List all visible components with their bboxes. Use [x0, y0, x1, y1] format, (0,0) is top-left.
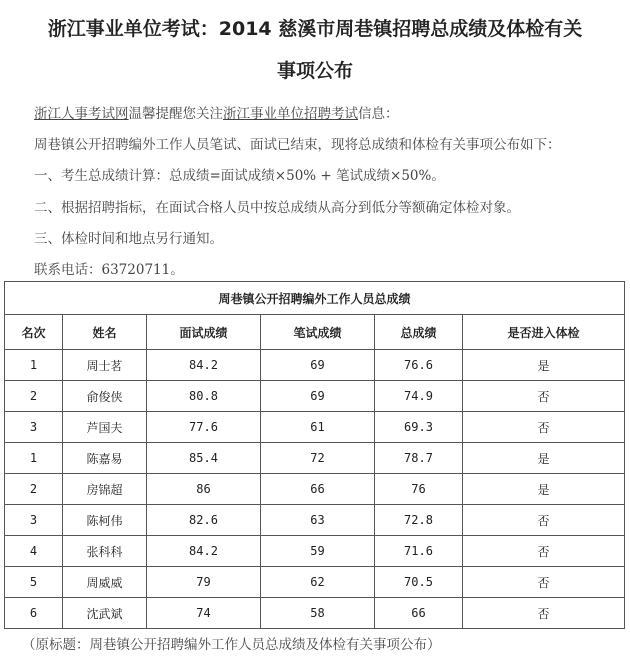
written-score-cell: 59	[261, 536, 375, 567]
rank-cell: 2	[5, 381, 63, 412]
written-score-cell: 63	[261, 505, 375, 536]
rank-cell: 1	[5, 443, 63, 474]
name-cell: 张科科	[63, 536, 147, 567]
name-cell: 房锦超	[63, 474, 147, 505]
rank-cell: 2	[5, 474, 63, 505]
total-score-cell: 76	[375, 474, 463, 505]
header-written-score: 笔试成绩	[261, 315, 375, 350]
header-name: 姓名	[63, 315, 147, 350]
rank-cell: 3	[5, 505, 63, 536]
table-caption-row	[5, 282, 625, 315]
medical-exam-cell: 是	[463, 443, 625, 474]
total-score-cell: 72.8	[375, 505, 463, 536]
written-score-cell: 72	[261, 443, 375, 474]
rank-cell: 4	[5, 536, 63, 567]
name-cell: 周威威	[63, 567, 147, 598]
name-cell: 俞俊侠	[63, 381, 147, 412]
written-score-cell: 69	[261, 350, 375, 381]
rank-cell: 5	[5, 567, 63, 598]
written-score-cell: 61	[261, 412, 375, 443]
written-score-cell: 69	[261, 381, 375, 412]
notice-end-text: 信息：	[358, 106, 399, 122]
name-cell: 周士茗	[63, 350, 147, 381]
name-cell: 沈武斌	[63, 598, 147, 629]
medical-exam-cell: 否	[463, 536, 625, 567]
table-row	[5, 536, 625, 567]
interview-score-cell: 86	[147, 474, 261, 505]
name-cell: 陈嘉易	[63, 443, 147, 474]
page-title-line-1: 浙江事业单位考试：2014 慈溪市周巷镇招聘总成绩及体检有关	[47, 18, 583, 40]
page-title	[0, 8, 630, 92]
exam-site-link[interactable]: 浙江人事考试网	[34, 106, 129, 122]
interview-score-cell: 85.4	[147, 443, 261, 474]
interview-score-cell: 79	[147, 567, 261, 598]
total-score-cell: 70.5	[375, 567, 463, 598]
interview-score-cell: 80.8	[147, 381, 261, 412]
contact-paragraph: 联系电话：63720711。	[34, 262, 184, 278]
header-medical-exam: 是否进入体检	[463, 315, 625, 350]
rule-1-paragraph: 一、考生总成绩计算：总成绩=面试成绩×50% + 笔试成绩×50%。	[34, 168, 445, 184]
medical-exam-cell: 是	[463, 350, 625, 381]
total-score-cell: 74.9	[375, 381, 463, 412]
interview-score-cell: 77.6	[147, 412, 261, 443]
medical-exam-cell: 否	[463, 505, 625, 536]
total-score-cell: 66	[375, 598, 463, 629]
notice-line	[12, 104, 624, 124]
medical-exam-cell: 是	[463, 474, 625, 505]
name-cell: 陈柯伟	[63, 505, 147, 536]
rank-cell: 6	[5, 598, 63, 629]
header-total-score: 总成绩	[375, 315, 463, 350]
medical-exam-cell: 否	[463, 381, 625, 412]
medical-exam-cell: 否	[463, 567, 625, 598]
written-score-cell: 62	[261, 567, 375, 598]
interview-score-cell: 84.2	[147, 536, 261, 567]
written-score-cell: 66	[261, 474, 375, 505]
table-caption: 周巷镇公开招聘编外工作人员总成绩	[5, 282, 625, 315]
recruit-exam-link[interactable]: 浙江事业单位招聘考试	[223, 106, 358, 122]
total-score-cell: 76.6	[375, 350, 463, 381]
table-row	[5, 381, 625, 412]
table-row	[5, 443, 625, 474]
written-score-cell: 58	[261, 598, 375, 629]
medical-exam-cell: 否	[463, 412, 625, 443]
interview-score-cell: 82.6	[147, 505, 261, 536]
original-title-note: （原标题：周巷镇公开招聘编外工作人员总成绩及体检有关事项公布）	[22, 637, 441, 653]
score-table	[4, 281, 625, 629]
total-score-cell: 71.6	[375, 536, 463, 567]
table-row	[5, 598, 625, 629]
rule-3-paragraph: 三、体检时间和地点另行通知。	[34, 231, 223, 247]
total-score-cell: 78.7	[375, 443, 463, 474]
rank-cell: 3	[5, 412, 63, 443]
total-score-cell: 69.3	[375, 412, 463, 443]
interview-score-cell: 84.2	[147, 350, 261, 381]
header-rank: 名次	[5, 315, 63, 350]
medical-exam-cell: 否	[463, 598, 625, 629]
table-row	[5, 567, 625, 598]
table-header-row	[5, 315, 625, 350]
table-row	[5, 474, 625, 505]
page-title-line-2: 事项公布	[276, 60, 353, 82]
rule-2-paragraph: 二、根据招聘指标，在面试合格人员中按总成绩从高分到低分等额确定体检对象。	[34, 200, 520, 216]
intro-paragraph: 周巷镇公开招聘编外工作人员笔试、面试已结束，现将总成绩和体检有关事项公布如下：	[34, 137, 561, 153]
notice-middle-text: 温馨提醒您关注	[128, 106, 223, 122]
rank-cell: 1	[5, 350, 63, 381]
table-row	[5, 505, 625, 536]
interview-score-cell: 74	[147, 598, 261, 629]
header-interview-score: 面试成绩	[147, 315, 261, 350]
name-cell: 芦国夫	[63, 412, 147, 443]
table-row	[5, 412, 625, 443]
table-row	[5, 350, 625, 381]
